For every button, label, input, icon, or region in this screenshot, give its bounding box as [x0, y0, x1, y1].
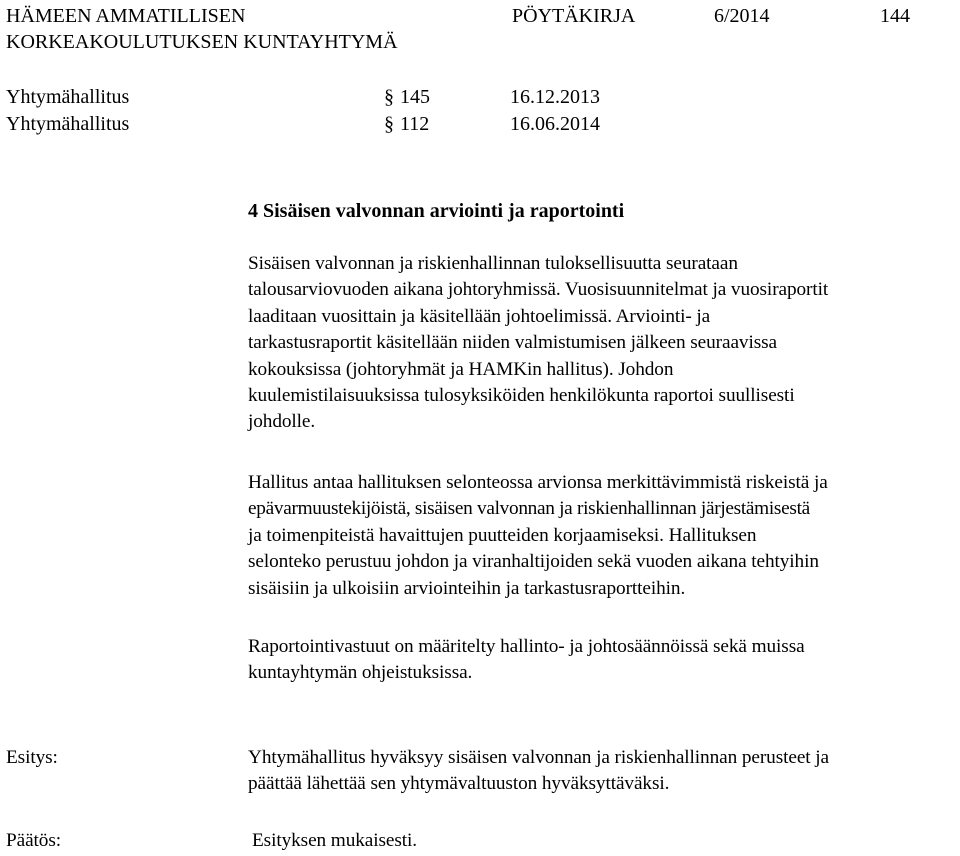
text-line: kokouksissa (johtoryhmät ja HAMKin hallitus). Johdon: [248, 358, 674, 380]
section-mark: §: [384, 113, 394, 135]
reference-date: 16.12.2013: [510, 86, 600, 108]
page-number: 144: [880, 5, 910, 27]
organization-name-line1: HÄMEEN AMMATILLISEN: [6, 5, 246, 27]
reference-body: Yhtymähallitus: [6, 86, 130, 108]
reference-body: Yhtymähallitus: [6, 113, 130, 135]
reference-section: 112: [400, 113, 430, 135]
proposal-text: [248, 745, 829, 798]
text-line: päättää lähettää sen yhtymävaltuuston hyväksyttäväksi.: [248, 773, 670, 795]
text-line: laaditaan vuosittain ja käsitellään johtoelimissä. Arviointi- ja: [248, 305, 711, 327]
document-number: 6/2014: [714, 5, 770, 27]
text-line: Raportointivastuut on määritelty hallinto- ja johtosäännöissä sekä muissa: [248, 636, 805, 657]
text-line: kuntayhtymän ohjeistuksissa.: [248, 662, 473, 684]
proposal-label: Esitys:: [6, 747, 58, 768]
text-line: ja toimenpiteistä havaittujen puutteiden korjaamiseksi. Hallituksen: [248, 524, 757, 546]
text-line: selonteko perustuu johdon ja viranhaltijoiden sekä vuoden aikana tehtyihin: [248, 551, 819, 573]
paragraph-3: [248, 634, 805, 687]
section-heading: 4 Sisäisen valvonnan arviointi ja raportointi: [248, 200, 625, 222]
decision-text: Esityksen mukaisesti.: [252, 830, 417, 851]
paragraph-2: [248, 470, 828, 602]
paragraph-1: [248, 251, 828, 436]
document-type: PÖYTÄKIRJA: [512, 5, 636, 27]
text-line: talousarviovuoden aikana johtoryhmissä. Vuosisuunnitelmat ja vuosiraportit: [248, 279, 829, 301]
text-line: epävarmuustekijöistä, sisäisen valvonnan ja riskienhallinnan järjestämisestä: [248, 498, 810, 520]
section-mark: §: [384, 86, 394, 108]
decision-label: Päätös:: [6, 830, 61, 851]
text-line: Yhtymähallitus hyväksyy sisäisen valvonnan ja riskienhallinnan perusteet ja: [248, 747, 829, 768]
reference-date: 16.06.2014: [510, 113, 600, 135]
reference-section: 145: [400, 86, 430, 108]
text-line: Hallitus antaa hallituksen selonteossa arvionsa merkittävimmistä riskeistä ja: [248, 472, 828, 493]
text-line: kuulemistilaisuuksissa tulosyksiköiden henkilökunta raportoi suullisesti: [248, 385, 795, 407]
text-line: tarkastusraportit käsitellään niiden valmistumisen jälkeen seuraavissa: [248, 332, 777, 354]
text-line: Sisäisen valvonnan ja riskienhallinnan tuloksellisuutta seurataan: [248, 253, 738, 274]
organization-name-line2: KORKEAKOULUTUKSEN KUNTAYHTYMÄ: [6, 31, 398, 53]
text-line: johdolle.: [248, 411, 316, 433]
text-line: sisäisiin ja ulkoisiin arviointeihin ja tarkastusraportteihin.: [248, 577, 686, 599]
